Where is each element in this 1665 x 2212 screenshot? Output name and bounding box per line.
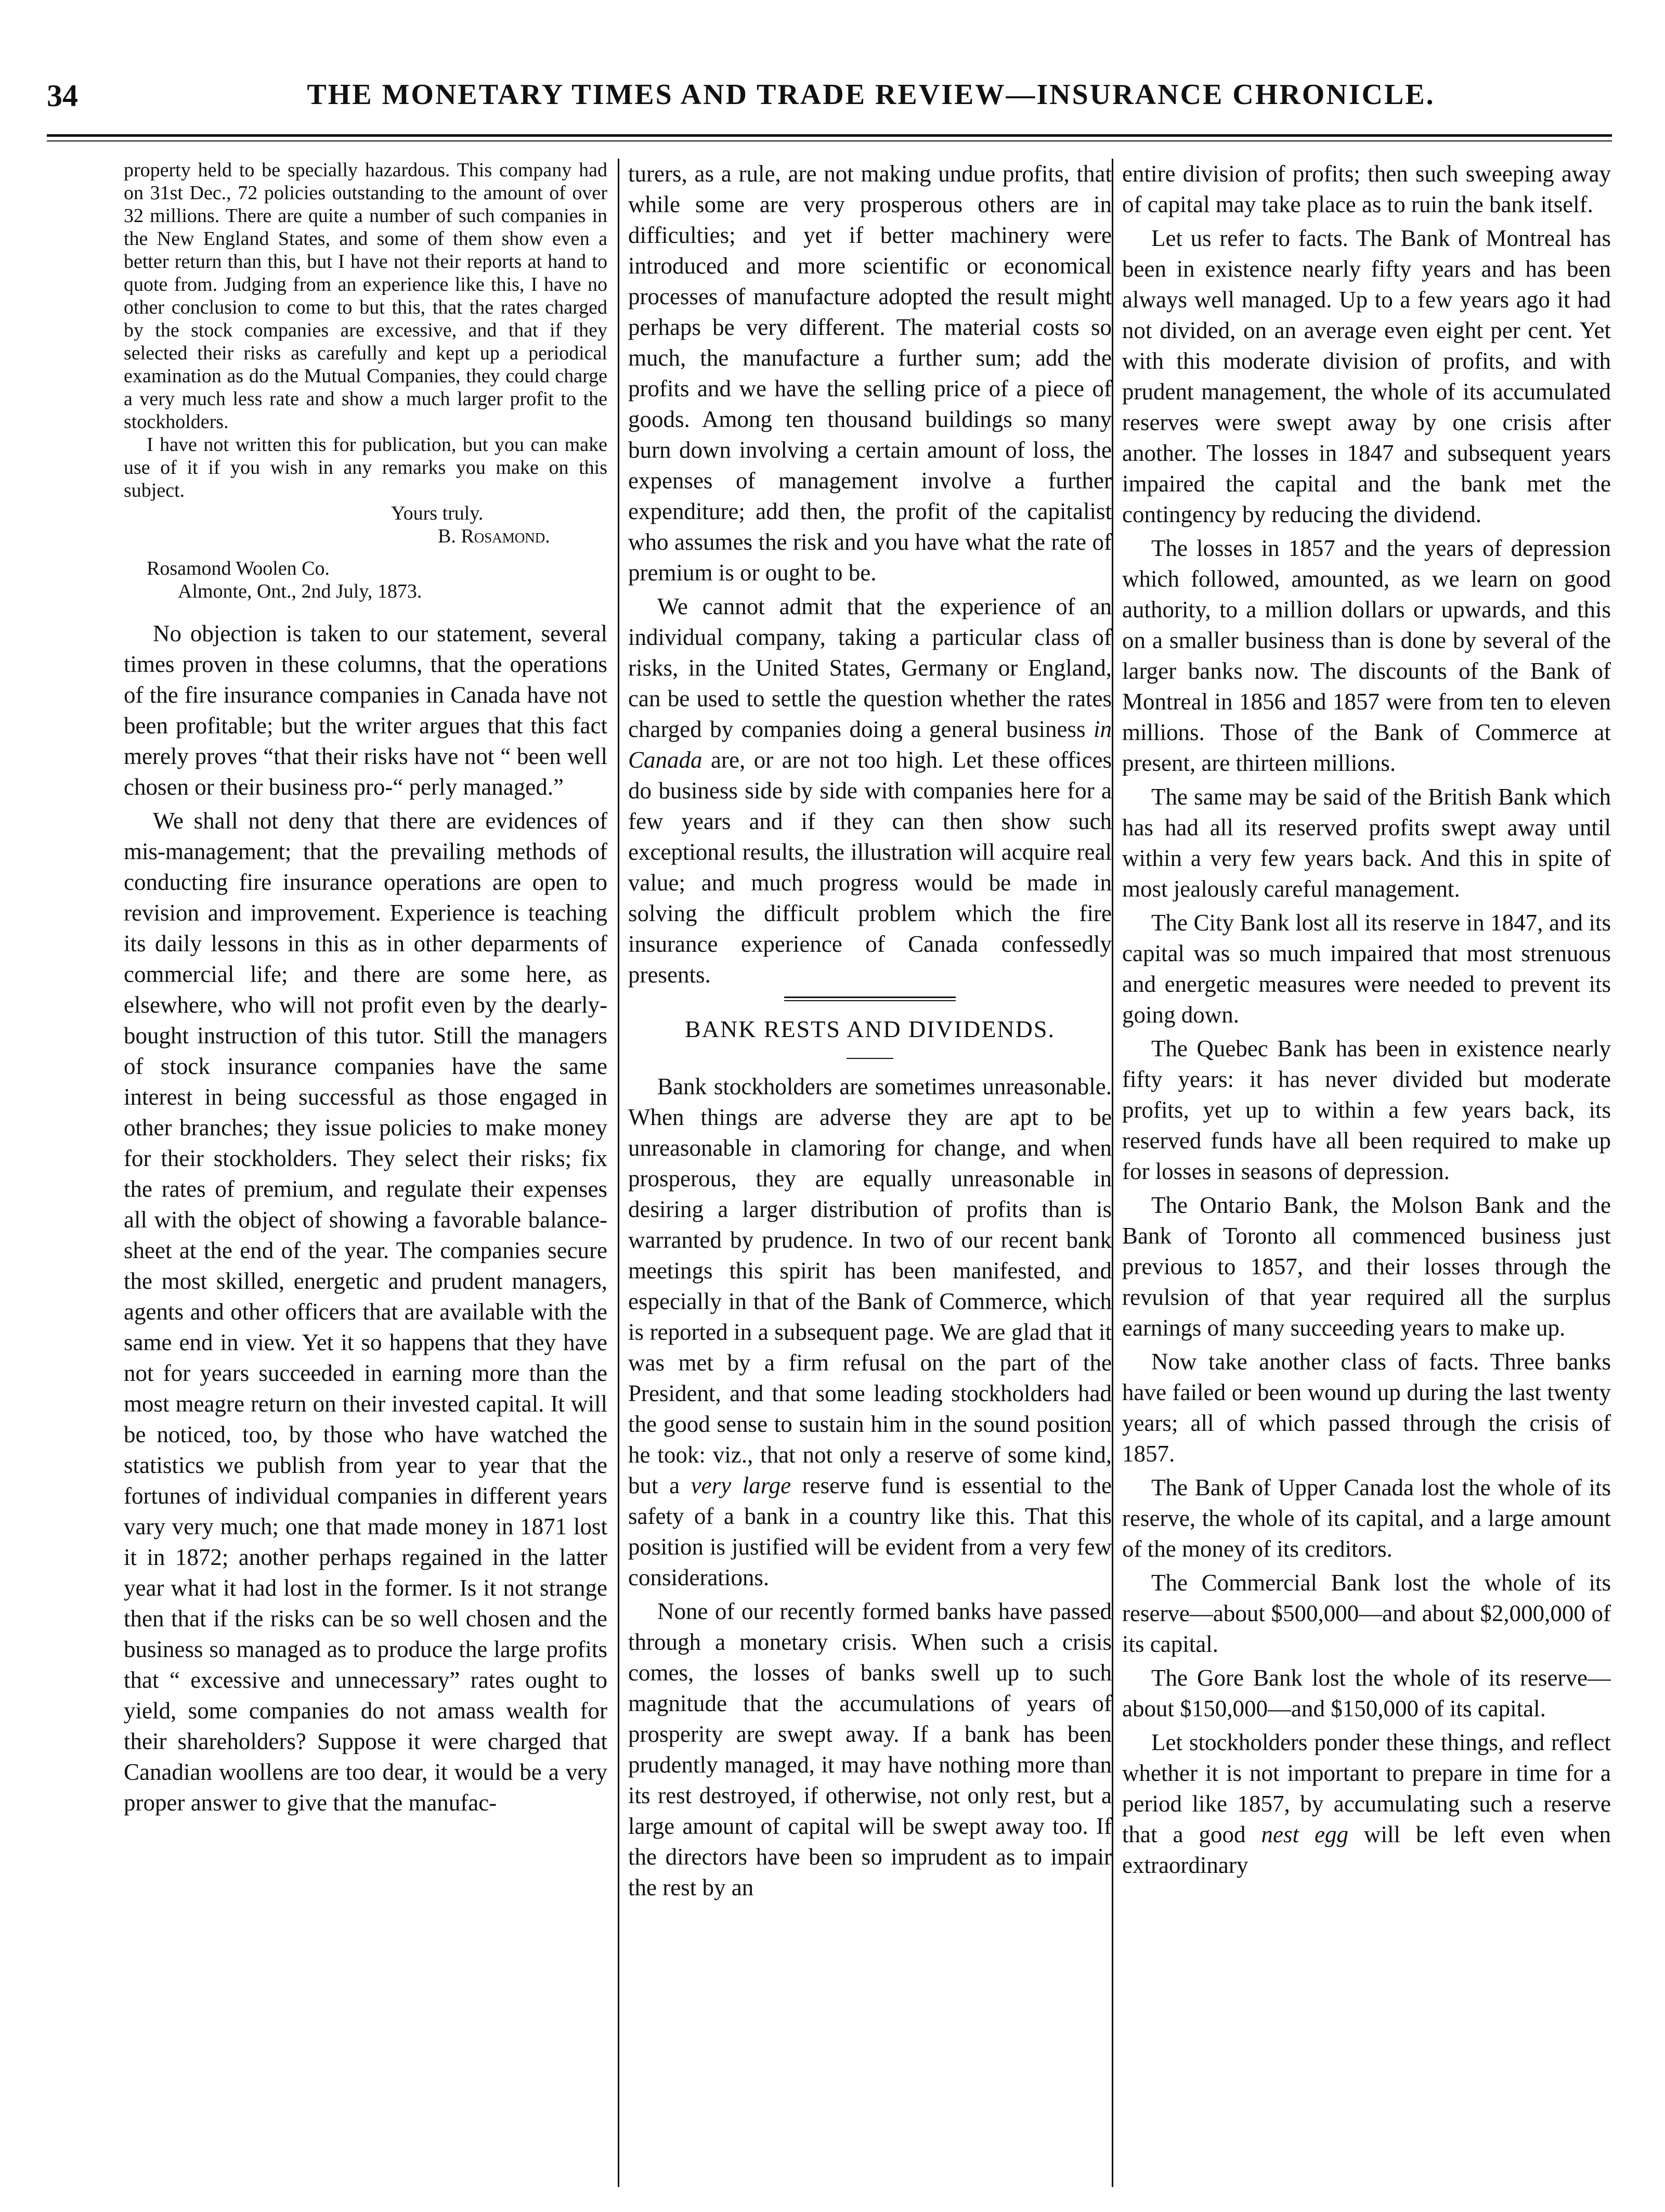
letter-excerpt <box>124 159 607 603</box>
emphasis: nest egg <box>1261 1821 1349 1847</box>
paragraph: The Gore Bank lost the whole of its reserve—about $150,000—and $150,000 of its capital. <box>1122 1665 1611 1722</box>
paragraph: The Bank of Upper Canada lost the whole of its reserve, the whole of its capital, and a large amount of the money of its creditors. <box>1122 1474 1611 1562</box>
section-rule <box>784 997 956 998</box>
column-separator <box>1112 159 1113 2187</box>
article-body <box>1122 159 1611 1881</box>
paragraph: The City Bank lost all its reserve in 1847, and its capital was so much impaired that most strenuous and energetic measures were needed to prevent its going down. <box>1122 910 1611 1028</box>
column-separator <box>618 159 619 2187</box>
text-run: will be left even when extraordinary <box>1122 1821 1611 1878</box>
paragraph: The Commercial Bank lost the whole of its reserve—about $500,000—and about $2,000,000 of its capital. <box>1122 1570 1611 1657</box>
emphasis: very large <box>691 1472 791 1498</box>
paragraph <box>628 591 1112 990</box>
column-2 <box>628 159 1112 2191</box>
column-1 <box>124 159 607 2191</box>
paragraph <box>1122 1727 1611 1881</box>
text-run: Bank stockholders are sometimes unreasonable. When things are adverse they are apt to be unreasonable in clamoring for change, and when prosperous, they are equally unreasonable in desiring a larger distribution of profits than is warranted by prudence. In two of our recent bank meetings this spirit has been manifested, and especially in that of the Bank of Commerce, which is reported in a subsequent page. We are glad that it was met by a firm refusal on the part of the President, and that some leading stockholders had the good sense to sustain him in the sound position he took: viz., that not only a reserve of some kind, but a <box>628 1073 1112 1498</box>
text-run: are, or are not too high. Let these offices do business side by side with companies here for a few years and if they can then show such exceptional results, the illustration will acquire real value; and much progress would be made in solving the difficult problem which the fire insurance experience of Canada confessedly presents. <box>628 747 1112 988</box>
letter-place-date: Almonte, Ont., 2nd July, 1873. <box>178 580 422 602</box>
paragraph: Now take another class of facts. Three banks have failed or been wound up during the last twenty years; all of which passed through the crisis of 1857. <box>1122 1349 1611 1467</box>
emphasis: in Canada <box>628 716 1112 773</box>
text-run: Let stockholders ponder these things, and reflect whether it is not important to prepare in time for a period like 1857, by accumulating such a reserve that a good <box>1122 1729 1611 1847</box>
paragraph: The same may be said of the British Bank which has had all its reserved profits swept away until within a very few years back. And this in spite of most jealously careful management. <box>1122 784 1611 902</box>
letter-closing: Yours truly. <box>391 502 484 524</box>
paragraph: Let us refer to facts. The Bank of Montreal has been in existence nearly fifty years and has been always well managed. Up to a few years ago it had not divided, on an average even eight per cent. Yet with this moderate division of profits, and with prudent management, the whole of its accumulated reserves were swept away by one crisis after another. The losses in 1847 and subsequent years impaired the capital and the bank met the contingency by reducing the dividend. <box>1122 225 1611 527</box>
page-header <box>47 78 1612 120</box>
letter-signature: B. Rosamond. <box>438 525 550 547</box>
paragraph: No objection is taken to our statement, several times proven in these columns, that the operations of the fire insurance companies in Canada have not been profitable; but the writer argues that this fact merely proves “that their risks have not “ been well chosen or their business pro-“ perly managed.” <box>124 620 607 800</box>
header-rule <box>47 134 1612 137</box>
text-run: reserve fund is essential to the safety of a bank in a country like this. That this position is justified will be evident from a very few considerations. <box>628 1472 1112 1590</box>
paragraph: entire division of profits; then such sweeping away of capital may take place as to ruin the bank itself. <box>1122 161 1611 217</box>
letter-paragraph: I have not written this for publication, but you can make use of it if you wish in any remarks you make on this subject. <box>124 434 607 501</box>
paragraph: The Quebec Bank has been in existence nearly fifty years: it has never divided but moderate profits, yet up to within a few years back, its reserved funds have all been required to make up for losses in seasons of depression. <box>1122 1036 1611 1184</box>
paragraph: We shall not deny that there are evidences of mis-management; that the prevailing methods of conducting fire insurance operations are open to revision and improvement. Experience is teaching its daily lessons in this as in other deparments of commercial life; and there are some here, as elsewhere, who will not profit even by the dearly-bought instruction of this tutor. Still the managers of stock insurance companies have the same interest in being successful as those engaged in other branches; they issue policies to make money for their stockholders. They select their risks; fix the rates of premium, and regulate their expenses all with the object of showing a favorable balance-sheet at the end of the year. The companies secure the most skilled, energetic and prudent managers, agents and other officers that are available with the same end in view. Yet it so happens that they have not for years succeeded in earning more than the most meagre return on their invested capital. It will be noticed, too, by those who have watched the statistics we publish from year to year that the fortunes of individual companies in different years vary very much; one that made money in 1871 lost it in 1872; another perhaps regained in the latter year what it had lost in the former. Is it not strange then that if the risks can be so well chosen and the business so managed as to produce the large profits that “ excessive and unnecessary” rates ought to yield, some companies do not amass wealth for their shareholders? Suppose it were charged that Canadian woollens are too dear, it would be a very proper answer to give that the manufac- <box>124 808 607 1816</box>
letter-paragraph: property held to be specially hazardous. This company had on 31st Dec., 72 policies outstanding to the amount of over 32 millions. There are quite a number of such companies in the New England States, and some of them show even a better return than this, but I have not their reports at hand to quote from. Judging from an experience like this, I have no other conclusion to come to but this, that the rates charged by the stock companies are excessive, and that if they selected their risks as carefully and kept up a periodical examination as do the Mutual Companies, they could charge a very much less rate and show a much larger profit to the stockholders. <box>124 159 607 433</box>
header-rule-thin <box>47 140 1612 141</box>
page-number: 34 <box>47 79 78 113</box>
article-body <box>124 618 607 1818</box>
paragraph: turers, as a rule, are not making undue profits, that while some are very prosperous others are in difficulties; and yet if better machinery were introduced and more scientific or economical processes of manufacture adopted the result might perhaps be very different. The material costs so much, the manufacture a further sum; add the profits and we have the selling price of a piece of goods. Among ten thousand buildings so many burn down involving a certain amount of loss, the expenses of management involve a further expenditure; add then, the profit of the capitalist who assumes the risk and you have what the rate of premium is or ought to be. <box>628 161 1112 586</box>
text-run: We cannot admit that the experience of an individual company, taking a particular class of risks, in the United States, Germany or England, can be used to settle the question whether the rates charged by companies doing a general business <box>628 593 1112 742</box>
heading-underline <box>847 1058 893 1059</box>
paragraph: None of our recently formed banks have passed through a monetary crisis. When such a crisis comes, the losses of banks swell up to such magnitude that the accumulations of years of prosperity are swept away. If a bank has been prudently managed, it may have nothing more than its rest destroyed, if otherwise, not only rest, but a large amount of capital will be swept away too. If the directors have been so imprudent as to impair the rest by an <box>628 1598 1112 1900</box>
article-body <box>628 159 1112 1903</box>
running-title: THE MONETARY TIMES AND TRADE REVIEW—INSURANCE CHRONICLE. <box>307 79 1435 111</box>
column-3 <box>1122 159 1611 2191</box>
paragraph: The losses in 1857 and the years of depression which followed, amounted, as we learn on good authority, to a million dollars or upwards, and this on a smaller business than is done by several of the larger banks now. The discounts of the Bank of Montreal in 1856 and 1857 were from ten to eleven millions. Those of the Bank of Commerce at present, are thirteen millions. <box>1122 535 1611 776</box>
paragraph <box>628 1071 1112 1593</box>
section-heading: BANK RESTS AND DIVIDENDS. <box>685 1016 1055 1042</box>
paragraph: The Ontario Bank, the Molson Bank and the Bank of Toronto all commenced business just previous to 1857, and their losses through the revulsion of that year required all the surplus earnings of many succeeding years to make up. <box>1122 1192 1611 1341</box>
section-rule-thin <box>784 1000 956 1001</box>
letter-company: Rosamond Woolen Co. <box>147 558 330 579</box>
